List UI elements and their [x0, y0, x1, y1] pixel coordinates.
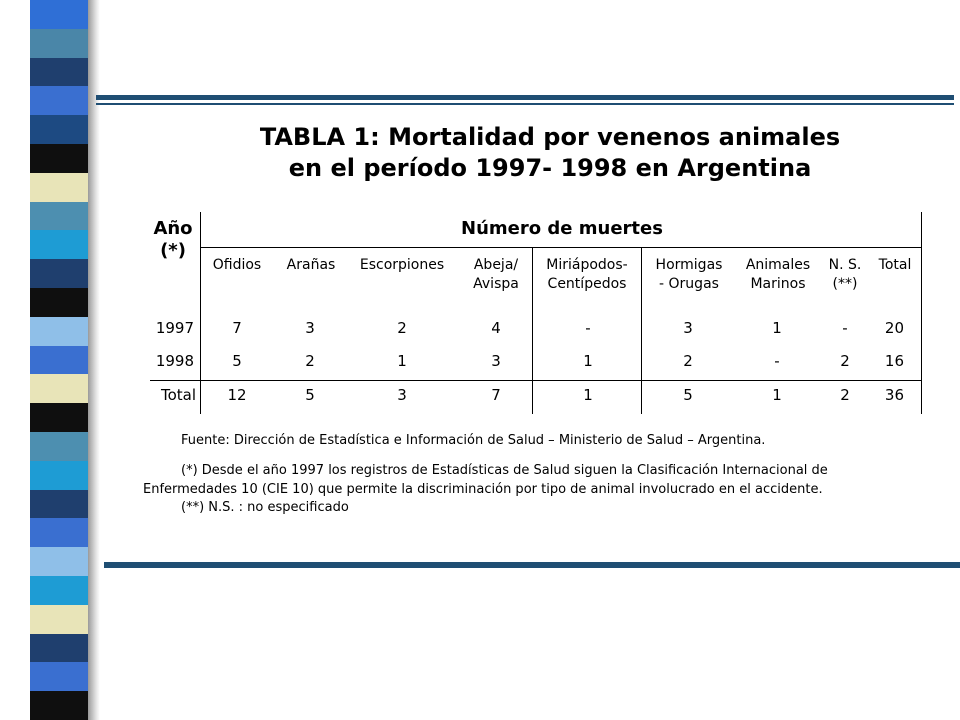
- cell-total-escorpiones: 3: [397, 386, 407, 404]
- col-header-ofidios: [203, 256, 271, 275]
- cell-1998-ns: 2: [840, 352, 850, 370]
- year-header-line-2: (*): [160, 240, 186, 261]
- row-label-1997: 1997: [155, 319, 194, 337]
- col-header-animales-line-1: Animales: [745, 257, 811, 273]
- cell-total-hormigas: 5: [683, 386, 693, 404]
- cell-1997-miriapodos: -: [585, 319, 591, 337]
- col-header-abeja: [462, 256, 530, 294]
- col-header-animales-line-2: Marinos: [750, 276, 806, 292]
- col-header-aranas: [279, 256, 343, 275]
- header-underline: [200, 247, 922, 248]
- cell-total-ofidios: 12: [227, 386, 247, 404]
- divider-after-miriapodos: [641, 248, 642, 414]
- col-header-hormigas-line-1: Hormigas: [655, 257, 723, 273]
- cell-1997-animales: 1: [772, 319, 782, 337]
- year-column-divider: [200, 212, 201, 414]
- cell-1997-abeja: 4: [491, 319, 501, 337]
- cell-1997-hormigas: 3: [683, 319, 693, 337]
- col-header-abeja-line-2: Avispa: [473, 276, 519, 292]
- cell-1998-aranas: 2: [305, 352, 315, 370]
- year-header-line-1: Año: [153, 218, 193, 239]
- cell-total-miriapodos: 1: [583, 386, 593, 404]
- row-label-1998: 1998: [155, 352, 194, 370]
- title-line-2: en el período 1997- 1998 en Argentina: [288, 154, 812, 182]
- divider-after-abeja: [532, 248, 533, 414]
- col-header-miriapodos-line-2: Centípedos: [547, 276, 627, 292]
- col-header-total: [871, 256, 919, 275]
- col-header-ns: [821, 256, 869, 294]
- col-header-hormigas: [643, 256, 735, 294]
- cell-total-aranas: 5: [305, 386, 315, 404]
- cell-1998-abeja: 3: [491, 352, 501, 370]
- cell-1997-ns: -: [842, 319, 848, 337]
- col-header-miriapodos-line-1: Miriápodos-: [546, 257, 628, 273]
- col-header-miriapodos: [534, 256, 640, 294]
- cell-total-ns: 2: [840, 386, 850, 404]
- cell-1997-ofidios: 7: [232, 319, 242, 337]
- cell-1998-animales: -: [774, 352, 780, 370]
- total-row-line: [150, 380, 922, 381]
- cell-1998-hormigas: 2: [683, 352, 693, 370]
- title-line-1: TABLA 1: Mortalidad por venenos animales: [259, 123, 841, 151]
- col-header-abeja-line-1: Abeja/: [473, 257, 519, 273]
- col-header-hormigas-line-2: - Orugas: [659, 276, 719, 292]
- cell-total-animales: 1: [772, 386, 782, 404]
- cell-1997-total: 20: [884, 319, 904, 337]
- col-header-escorpiones: [347, 256, 457, 275]
- cell-total-abeja: 7: [491, 386, 501, 404]
- col-header-ns-line-2: (**): [832, 276, 858, 292]
- deaths-group-header: Número de muertes: [461, 218, 663, 239]
- row-label-total: Total: [160, 386, 196, 404]
- cell-1998-ofidios: 5: [232, 352, 242, 370]
- col-header-escorpiones-line-1: Escorpiones: [359, 257, 445, 273]
- right-border: [921, 212, 922, 414]
- note-1-line-1: (*) Desde el año 1997 los registros de Estadísticas de Salud siguen la Clasificación Internacional de: [181, 463, 828, 478]
- col-header-ns-line-1: N. S.: [828, 257, 862, 273]
- col-header-ofidios-line-1: Ofidios: [212, 257, 262, 273]
- cell-1997-escorpiones: 2: [397, 319, 407, 337]
- year-header: [145, 218, 201, 262]
- note-2: (**) N.S. : no especificado: [181, 500, 349, 515]
- col-header-aranas-line-1: Arañas: [286, 257, 336, 273]
- cell-1997-aranas: 3: [305, 319, 315, 337]
- source-note: Fuente: Dirección de Estadística e Información de Salud – Ministerio de Salud – Argentina.: [181, 433, 766, 448]
- col-header-total-line-1: Total: [878, 257, 912, 273]
- note-1-line-2: Enfermedades 10 (CIE 10) que permite la discriminación por tipo de animal involucrado en el accidente.: [143, 482, 823, 497]
- cell-1998-escorpiones: 1: [397, 352, 407, 370]
- cell-1998-miriapodos: 1: [583, 352, 593, 370]
- col-header-animales-marinos: [737, 256, 819, 294]
- cell-1998-total: 16: [884, 352, 904, 370]
- cell-total-total: 36: [884, 386, 904, 404]
